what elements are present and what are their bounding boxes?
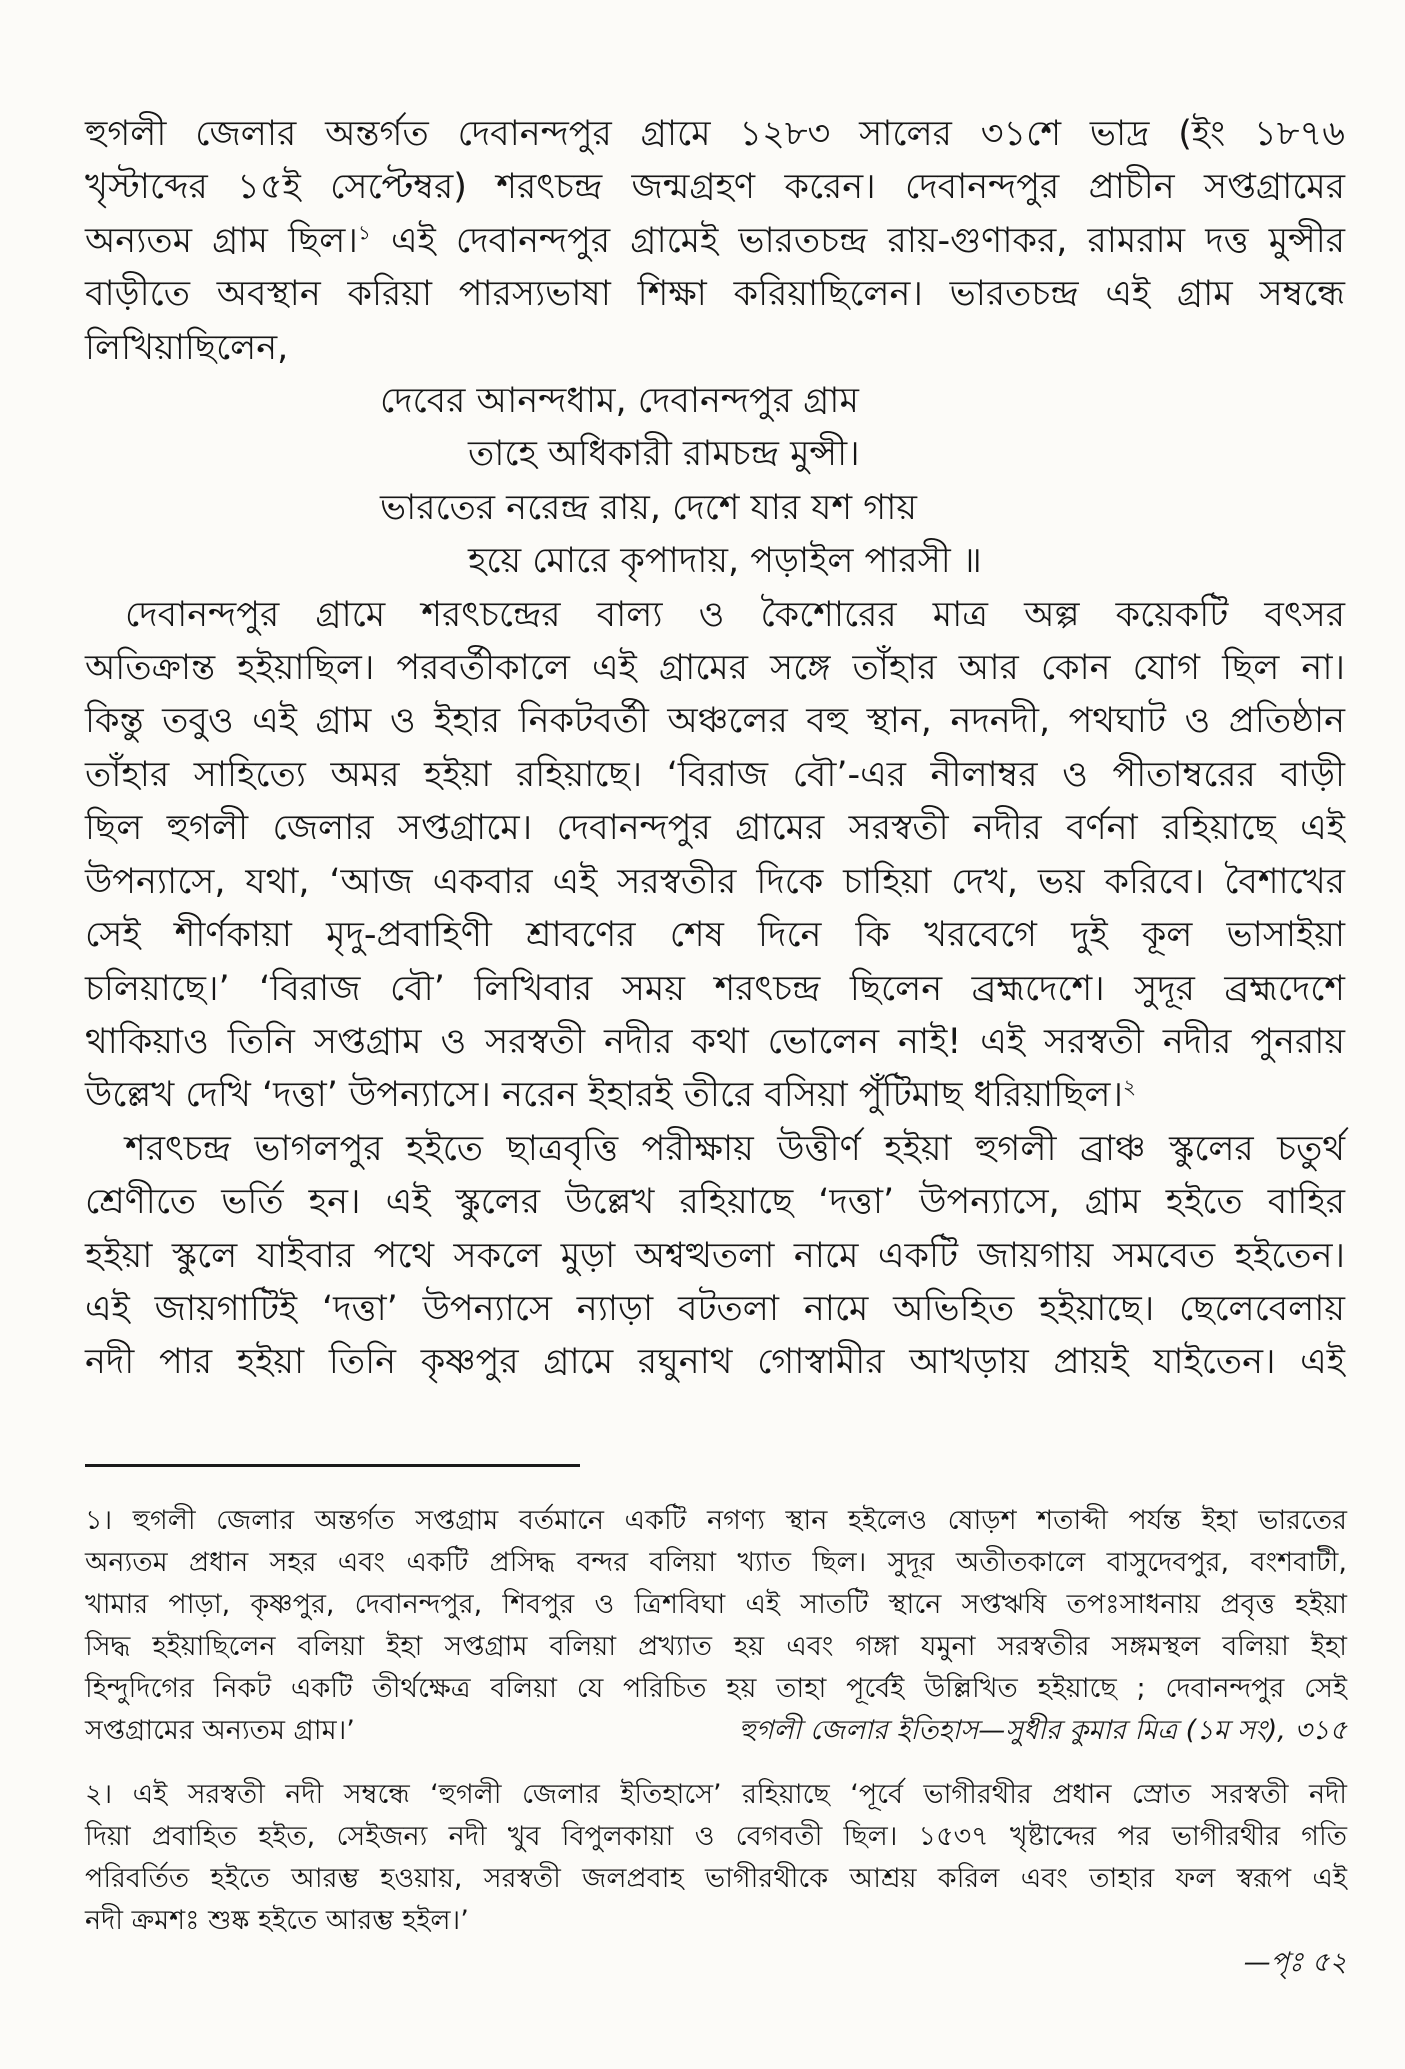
footnote-line: অন্যতম প্রধান সহর এবং একটি প্রসিদ্ধ বন্দর বলিয়া খ্যাত ছিল। সুদূর অতীতকালে বাসুদেবপুর, বংশবাটী, [85,1547,1347,1578]
text-line: সেই শীর্ণকায়া মৃদু-প্রবাহিণী শ্রাবণের শেষ দিনে কি খরবেগে দুই কূল ভাসাইয়া [85,915,1345,956]
footnote-1 [85,1500,1347,1752]
text-line: নদী পার হইয়া তিনি কৃষ্ণপুর গ্রামে রঘুনাথ গোস্বামীর আখড়ায় প্রায়ই যাইতেন। এই [85,1342,1345,1383]
paragraph-2 [85,589,1345,1123]
footnote-line: পরিবর্তিত হইতে আরম্ভ হওয়ায়, সরস্বতী জলপ্রবাহ ভাগীরথীকে আশ্রয় করিল এবং তাহার ফল স্বরূপ এই [85,1863,1347,1894]
footnote-marker-2: ২ [1123,1074,1137,1099]
verse-block [85,375,1345,589]
text-line: দেবানন্দপুর গ্রামে শরৎচন্দ্রের বাল্য ও কৈশোরের মাত্র অল্প কয়েকটি বৎসর [125,594,1345,635]
footnote-source-row [85,1710,1347,1752]
text-line [85,1069,1345,1122]
text-line: বাড়ীতে অবস্থান করিয়া পারস্যভাষা শিক্ষা করিয়াছিলেন। ভারতচন্দ্র এই গ্রাম সম্বন্ধে [85,274,1345,315]
verse-line: ভারতের নরেন্দ্র রায়, দেশে যার যশ গায় [380,487,917,528]
text-line [85,215,1345,268]
footnotes [85,1500,1347,1984]
text-line: তাঁহার সাহিত্যে অমর হইয়া রহিয়াছে। ‘বিরাজ বৌ’-এর নীলাম্বর ও পীতাম্বরের বাড়ী [85,754,1345,795]
verse-line: দেবের আনন্দধাম, দেবানন্দপুর গ্রাম [380,381,859,422]
text-line: অতিক্রান্ত হইয়াছিল। পরবর্তীকালে এই গ্রামের সঙ্গে তাঁহার আর কোন যোগ ছিল না। [85,648,1345,689]
footnote-line: ২। এই সরস্বতী নদী সম্বন্ধে ‘হুগলী জেলার ইতিহাসে’ রহিয়াছে ‘পূর্বে ভাগীরথীর প্রধান স্রোত সরস্বতী নদী [85,1779,1347,1810]
page-body [85,108,1345,1390]
footnote-line: খামার পাড়া, কৃষ্ণপুর, দেবানন্দপুর, শিবপুর ও ত্রিশবিঘা এই সাতটি স্থানে সপ্তঋষি তপঃসাধনায় প্রবৃত্ত হইয়া [85,1589,1347,1620]
footnote-source: হুগলী জেলার ইতিহাস—সুধীর কুমার মিত্র (১ম সং), ৩১৫ [738,1715,1347,1746]
text-segment: অন্যতম গ্রাম ছিল। [85,220,358,261]
footnote-2 [85,1774,1347,1984]
text-line: শ্রেণীতে ভর্তি হন। এই স্কুলের উল্লেখ রহিয়াছে ‘দত্তা’ উপন্যাসে, গ্রাম হইতে বাহির [85,1182,1345,1223]
text-line: হইয়া স্কুলে যাইবার পথে সকলে মুড়া অশ্বত্থতলা নামে একটি জায়গায় সমবেত হইতেন। [85,1235,1345,1276]
text-line: থাকিয়াও তিনি সপ্তগ্রাম ও সরস্বতী নদীর কথা ভোলেন নাই! এই সরস্বতী নদীর পুনরায় [85,1021,1345,1062]
text-line: কিন্তু তবুও এই গ্রাম ও ইহার নিকটবর্তী অঞ্চলের বহু স্থান, নদনদী, পথঘাট ও প্রতিষ্ঠান [85,701,1345,742]
verse-line: হয়ে মোরে কৃপাদায়, পড়াইল পারসী ॥ [468,541,982,582]
footnote-page-ref: —পৃঃ ৫২ [1243,1947,1347,1978]
text-line: ছিল হুগলী জেলার সপ্তগ্রামে। দেবানন্দপুর গ্রামের সরস্বতী নদীর বর্ণনা রহিয়াছে এই [85,808,1345,849]
paragraph-3 [85,1123,1345,1390]
footnote-marker-1: ১ [357,220,371,245]
footnote-line: সিদ্ধ হইয়াছিলেন বলিয়া ইহা সপ্তগ্রাম বলিয়া প্রখ্যাত হয় এবং গঙ্গা যমুনা সরস্বতীর সঙ্গমস্থল বলিয়া ইহা [85,1631,1347,1662]
text-line: এই জায়গাটিই ‘দত্তা’ উপন্যাসে ন্যাড়া বটতলা নামে অভিহিত হইয়াছে। ছেলেবেলায় [85,1288,1345,1329]
footnote-line: হিন্দুদিগের নিকট একটি তীর্থক্ষেত্র বলিয়া যে পরিচিত হয় তাহা পূর্বেই উল্লিখিত হইয়াছে ; দেবানন্দপুর সেই [85,1673,1347,1704]
footnote-line: দিয়া প্রবাহিত হইত, সেইজন্য নদী খুব বিপুলকায়া ও বেগবতী ছিল। ১৫৩৭ খৃষ্টাব্দের পর ভাগীরথীর গতি [85,1821,1347,1852]
text-line: শরৎচন্দ্র ভাগলপুর হইতে ছাত্রবৃত্তি পরীক্ষায় উত্তীর্ণ হইয়া হুগলী ব্রাঞ্চ স্কুলের চতুর্থ [125,1128,1345,1169]
text-line: খৃস্টাব্দের ১৫ই সেপ্টেম্বর) শরৎচন্দ্র জন্মগ্রহণ করেন। দেবানন্দপুর প্রাচীন সপ্তগ্রামের [85,167,1345,208]
paragraph-1 [85,108,1345,375]
footnote-line: নদী ক্রমশঃ শুষ্ক হইতে আরম্ভ হইল।’ [85,1905,469,1936]
text-line: চলিয়াছে।’ ‘বিরাজ বৌ’ লিখিবার সময় শরৎচন্দ্র ছিলেন ব্রহ্মদেশে। সুদূর ব্রহ্মদেশে [85,968,1345,1009]
verse-line: তাহে অধিকারী রামচন্দ্র মুন্সী। [468,434,860,475]
text-line: উপন্যাসে, যথা, ‘আজ একবার এই সরস্বতীর দিকে চাহিয়া দেখ, ভয় করিবে। বৈশাখের [85,861,1345,902]
footnote-line: ১। হুগলী জেলার অন্তর্গত সপ্তগ্রাম বর্তমানে একটি নগণ্য স্থান হইলেও ষোড়শ শতাব্দী পর্যন্ত ইহা ভারতের [85,1505,1347,1536]
text-line: লিখিয়াছিলেন, [85,327,289,368]
text-line: হুগলী জেলার অন্তর্গত দেবানন্দপুর গ্রামে ১২৮৩ সালের ৩১শে ভাদ্র (ইং ১৮৭৬ [85,114,1345,154]
text-segment: উল্লেখ দেখি ‘দত্তা’ উপন্যাসে। নরেন ইহারই তীরে বসিয়া পুঁটিমাছ ধরিয়াছিল। [85,1075,1124,1116]
footnote-line: সপ্তগ্রামের অন্যতম গ্রাম।’ [85,1715,355,1746]
footnote-divider [85,1464,580,1467]
text-segment: এই দেবানন্দপুর গ্রামেই ভারতচন্দ্র রায়-গুণাকর, রামরাম দত্ত মুন্সীর [370,220,1345,261]
